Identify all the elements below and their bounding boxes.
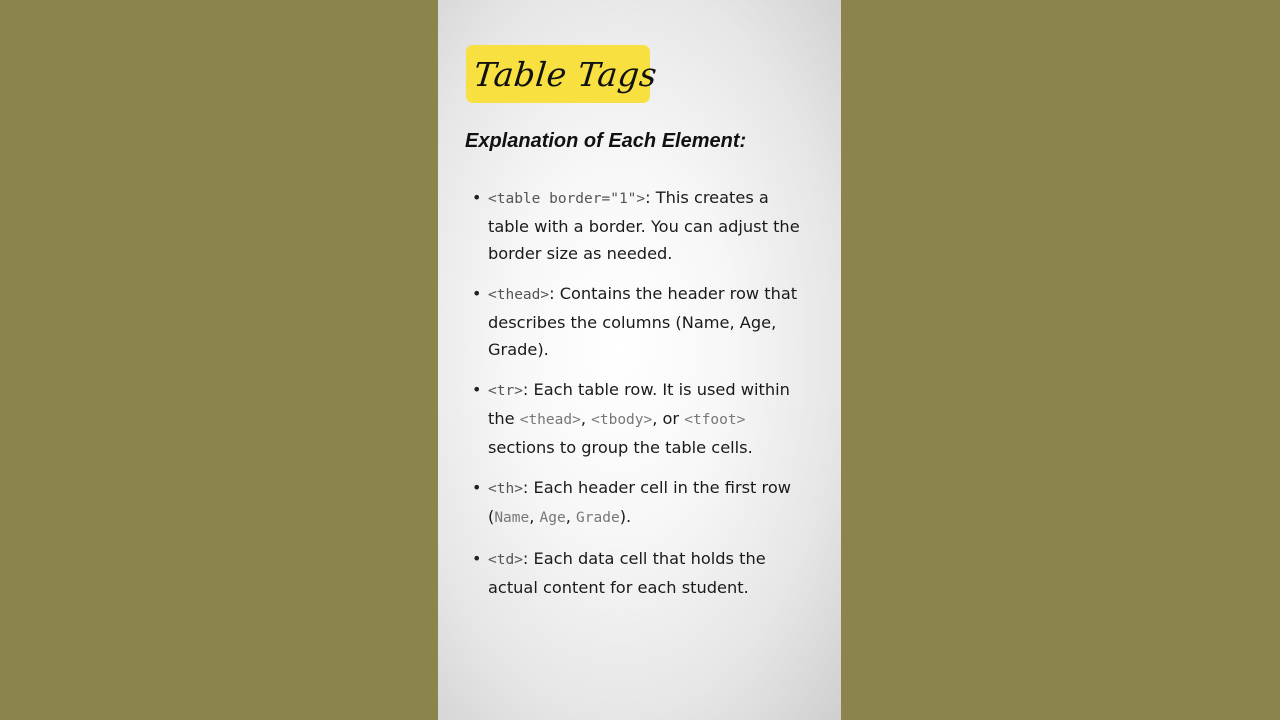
bullet-icon: •: [472, 478, 482, 497]
element-list: [472, 184, 812, 614]
bullet-icon: •: [472, 380, 482, 399]
code-th: <th>: [488, 481, 523, 497]
separator: ,: [529, 507, 540, 526]
list-item-tr: [472, 376, 812, 461]
code-grade-inline: Grade: [576, 510, 620, 526]
code-name-inline: Name: [494, 510, 530, 526]
item-text: : Contains the header row that describes the columns (Name, Age, Grade).: [488, 284, 798, 359]
title-tag: [466, 45, 660, 103]
item-text-tail: ).: [619, 507, 632, 526]
content-panel: [438, 0, 841, 720]
list-item-thead: [472, 280, 812, 363]
code-tr: <tr>: [488, 383, 523, 399]
item-text: : Each header cell in the first row (: [488, 478, 791, 526]
code-thead: <thead>: [488, 287, 550, 303]
bullet-icon: •: [472, 284, 482, 303]
list-item-th: [472, 474, 812, 532]
code-td: <td>: [488, 552, 523, 568]
bullet-icon: •: [472, 549, 482, 568]
item-text: : Each data cell that holds the actual content for each student.: [488, 549, 766, 597]
bullet-icon: •: [472, 188, 482, 207]
code-tfoot-inline: <tfoot>: [684, 412, 746, 428]
item-text-tail: sections to group the table cells.: [488, 438, 753, 457]
code-thead-inline: <thead>: [519, 412, 581, 428]
section-heading: Explanation of Each Element:: [465, 130, 747, 152]
separator: ,: [565, 507, 577, 526]
item-text: : Each table row. It is used within the: [488, 380, 790, 428]
separator: ,: [580, 409, 592, 428]
item-text: : This creates a table with a border. You can adjust the border size as needed.: [488, 188, 800, 263]
page-title: Table Tags: [471, 54, 660, 94]
code-age-inline: Age: [539, 510, 566, 526]
list-item-table: [472, 184, 812, 267]
code-table: <table border="1">: [488, 191, 646, 207]
separator: , or: [652, 409, 685, 428]
list-item-td: [472, 545, 812, 601]
code-tbody-inline: <tbody>: [591, 412, 653, 428]
